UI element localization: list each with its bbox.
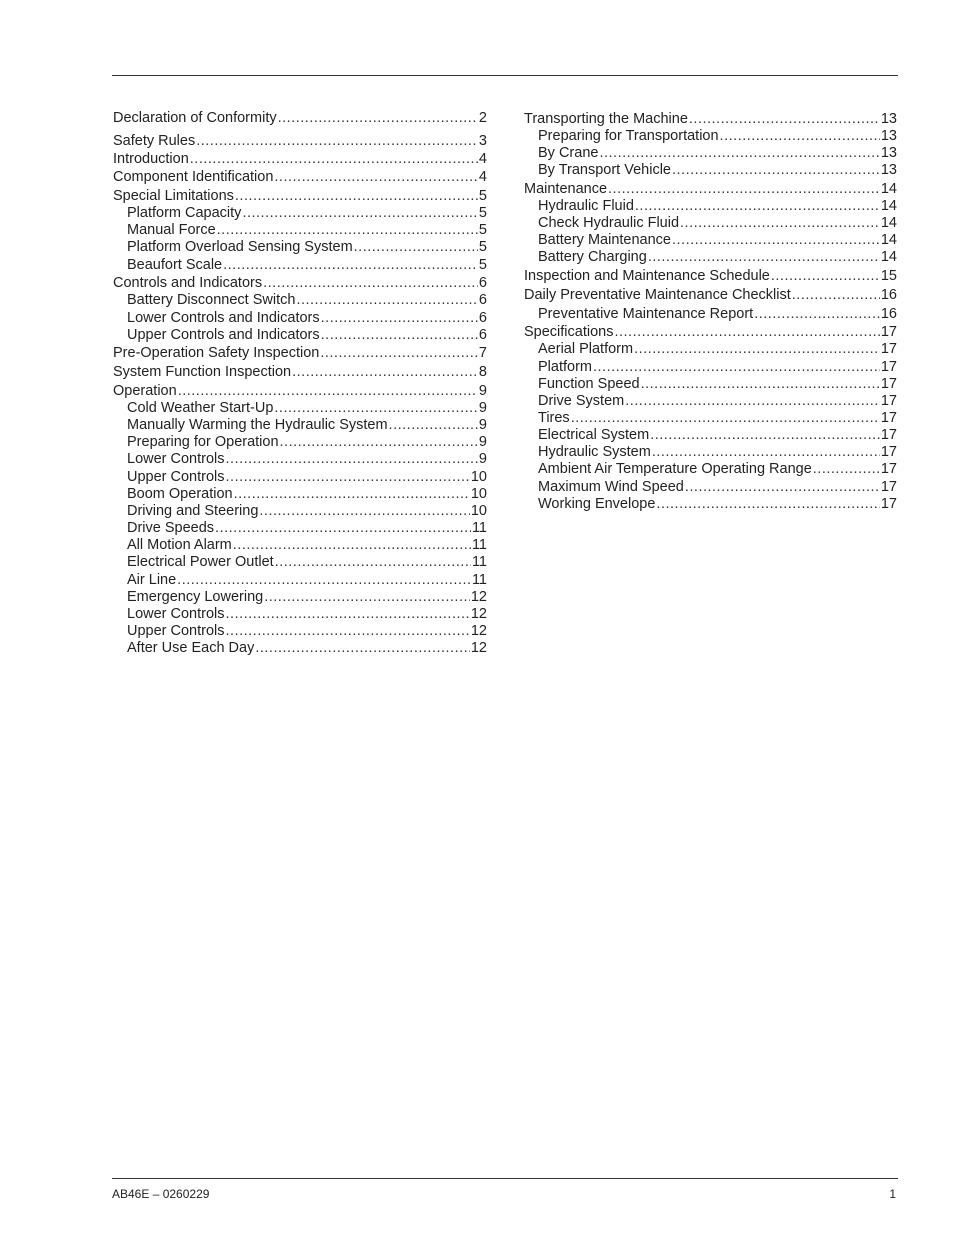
toc-entry-page: 12 bbox=[470, 623, 487, 639]
toc-entry-page: 16 bbox=[880, 306, 897, 322]
toc-entry-page: 15 bbox=[880, 268, 897, 284]
toc-entry-title: Battery Charging bbox=[538, 249, 647, 265]
toc-entry-title: Emergency Lowering bbox=[127, 589, 264, 605]
toc-entry-title: Lower Controls bbox=[127, 606, 225, 622]
toc-entry-page: 9 bbox=[478, 434, 487, 450]
toc-entry-page: 17 bbox=[880, 410, 897, 426]
footer-page-number: 1 bbox=[889, 1187, 896, 1201]
toc-entry[interactable] bbox=[524, 324, 897, 341]
toc-entry-page: 13 bbox=[880, 145, 897, 161]
footer-rule bbox=[112, 1178, 898, 1179]
toc-entry-title: Declaration of Conformity bbox=[113, 110, 277, 126]
toc-entry[interactable] bbox=[524, 111, 897, 128]
toc-entry-title: Cold Weather Start-Up bbox=[127, 400, 274, 416]
toc-entry-title: All Motion Alarm bbox=[127, 537, 232, 553]
toc-entry-title: Lower Controls and Indicators bbox=[127, 310, 320, 326]
toc-entry-title: Component Identification bbox=[113, 169, 274, 185]
toc-entry-page: 11 bbox=[471, 572, 487, 588]
toc-entry-page: 16 bbox=[880, 287, 897, 303]
toc-entry-title: Tires bbox=[538, 410, 570, 426]
toc-dot-leader bbox=[635, 198, 880, 215]
toc-entry[interactable] bbox=[538, 444, 897, 461]
toc-entry-title: Special Limitations bbox=[113, 188, 234, 204]
toc-entry-page: 17 bbox=[880, 393, 897, 409]
toc-entry-page: 10 bbox=[470, 469, 487, 485]
toc-dot-leader bbox=[720, 128, 880, 145]
toc-entry-title: Boom Operation bbox=[127, 486, 233, 502]
toc-entry-page: 10 bbox=[470, 503, 487, 519]
toc-entry-page: 9 bbox=[478, 417, 487, 433]
toc-entry-title: Daily Preventative Maintenance Checklist bbox=[524, 287, 791, 303]
toc-dot-leader bbox=[614, 324, 879, 341]
toc-entry-title: Pre-Operation Safety Inspection bbox=[113, 345, 320, 361]
toc-entry-page: 5 bbox=[478, 188, 487, 204]
toc-dot-leader bbox=[754, 306, 880, 323]
toc-entry[interactable] bbox=[538, 198, 897, 215]
toc-entry-title: Beaufort Scale bbox=[127, 257, 223, 273]
toc-entry-page: 6 bbox=[478, 310, 487, 326]
toc-dot-leader bbox=[634, 341, 880, 358]
toc-dot-leader bbox=[652, 444, 880, 461]
toc-entry-title: Driving and Steering bbox=[127, 503, 259, 519]
toc-entry-title: Platform Capacity bbox=[127, 205, 242, 221]
toc-entry-title: Preparing for Operation bbox=[127, 434, 279, 450]
toc-entry-page: 8 bbox=[478, 364, 487, 380]
toc-dot-leader bbox=[685, 479, 880, 496]
toc-entry-page: 6 bbox=[478, 327, 487, 343]
toc-entry[interactable] bbox=[538, 341, 897, 358]
toc-entry-page: 11 bbox=[471, 520, 487, 536]
toc-entry[interactable] bbox=[524, 268, 897, 285]
toc-entry[interactable] bbox=[524, 181, 897, 198]
toc-entry-title: Battery Maintenance bbox=[538, 232, 671, 248]
toc-entry[interactable] bbox=[538, 410, 897, 427]
toc-entry-title: Maximum Wind Speed bbox=[538, 479, 684, 495]
toc-entry-page: 12 bbox=[470, 589, 487, 605]
toc-entry-page: 17 bbox=[880, 479, 897, 495]
toc-entry-title: Function Speed bbox=[538, 376, 640, 392]
toc-entry-title: Transporting the Machine bbox=[524, 111, 688, 127]
toc-dot-leader bbox=[656, 496, 879, 513]
toc-entry-title: Platform bbox=[538, 359, 592, 375]
toc-entry-title: Check Hydraulic Fluid bbox=[538, 215, 680, 231]
toc-entry[interactable] bbox=[538, 232, 897, 249]
toc-entry[interactable] bbox=[538, 128, 897, 145]
toc-entry-title: Electrical Power Outlet bbox=[127, 554, 274, 570]
toc-entry-title: Battery Disconnect Switch bbox=[127, 292, 296, 308]
toc-entry-title: Lower Controls bbox=[127, 451, 225, 467]
toc-dot-leader bbox=[672, 232, 880, 249]
toc-entry-page: 14 bbox=[880, 249, 897, 265]
toc-entry-title: Working Envelope bbox=[538, 496, 656, 512]
toc-entry-page: 4 bbox=[478, 169, 487, 185]
toc-entry-title: Drive Speeds bbox=[127, 520, 215, 536]
toc-entry-title: Preventative Maintenance Report bbox=[538, 306, 754, 322]
toc-entry-page: 14 bbox=[880, 232, 897, 248]
toc-entry-page: 17 bbox=[880, 324, 897, 340]
toc-entry[interactable] bbox=[538, 359, 897, 376]
toc-entry[interactable] bbox=[538, 215, 897, 232]
toc-entry-page: 13 bbox=[880, 162, 897, 178]
toc-entry[interactable] bbox=[538, 162, 897, 179]
toc-entry-title: Specifications bbox=[524, 324, 614, 340]
toc-entry-title: Upper Controls and Indicators bbox=[127, 327, 320, 343]
toc-dot-leader bbox=[813, 461, 880, 478]
toc-entry-page: 10 bbox=[470, 486, 487, 502]
toc-entry[interactable] bbox=[538, 427, 897, 444]
toc-entry-page: 17 bbox=[880, 427, 897, 443]
toc-entry-title: Controls and Indicators bbox=[113, 275, 263, 291]
toc-dot-leader bbox=[593, 359, 880, 376]
toc-entry-title: Platform Overload Sensing System bbox=[127, 239, 353, 255]
footer-doc-id: AB46E – 0260229 bbox=[112, 1187, 210, 1201]
toc-entry-page: 11 bbox=[471, 554, 487, 570]
toc-entry-title: Manually Warming the Hydraulic System bbox=[127, 417, 388, 433]
toc-entry-title: Preparing for Transportation bbox=[538, 128, 719, 144]
toc-dot-leader bbox=[650, 427, 880, 444]
toc-entry[interactable] bbox=[524, 287, 897, 304]
toc-entry-title: Hydraulic System bbox=[538, 444, 651, 460]
toc-entry-page: 4 bbox=[478, 151, 487, 167]
toc-entry-page: 17 bbox=[880, 461, 897, 477]
toc-entry-page: 17 bbox=[880, 359, 897, 375]
toc-entry-title: Maintenance bbox=[524, 181, 608, 197]
toc-dot-leader bbox=[648, 249, 880, 266]
toc-entry-page: 9 bbox=[478, 400, 487, 416]
toc-entry-page: 12 bbox=[470, 606, 487, 622]
toc-entry-page: 17 bbox=[880, 444, 897, 460]
toc-entry-page: 2 bbox=[478, 110, 487, 126]
toc-entry-title: Air Line bbox=[127, 572, 177, 588]
toc-entry-page: 3 bbox=[478, 133, 487, 149]
toc-dot-leader bbox=[689, 111, 880, 128]
toc-entry-page: 7 bbox=[478, 345, 487, 361]
toc-entry-title: Drive System bbox=[538, 393, 625, 409]
toc-dot-leader bbox=[771, 268, 880, 285]
toc-entry-title: System Function Inspection bbox=[113, 364, 292, 380]
toc-entry-page: 5 bbox=[478, 205, 487, 221]
toc-entry-title: Safety Rules bbox=[113, 133, 196, 149]
toc-entry-page: 14 bbox=[880, 198, 897, 214]
toc-entry[interactable] bbox=[538, 145, 897, 162]
toc-dot-leader bbox=[680, 215, 880, 232]
toc-entry-title: Manual Force bbox=[127, 222, 216, 238]
toc-entry-page: 5 bbox=[478, 239, 487, 255]
toc-entry-page: 17 bbox=[880, 376, 897, 392]
toc-entry-title: After Use Each Day bbox=[127, 640, 255, 656]
toc-entry-page: 6 bbox=[478, 275, 487, 291]
toc-entry-title: Introduction bbox=[113, 151, 189, 167]
toc-entry-page: 5 bbox=[478, 257, 487, 273]
toc-entry-title: Upper Controls bbox=[127, 623, 225, 639]
toc-entry[interactable] bbox=[538, 393, 897, 410]
toc-entry-title: Operation bbox=[113, 383, 177, 399]
toc-entry[interactable] bbox=[538, 249, 897, 266]
toc-entry-title: Inspection and Maintenance Schedule bbox=[524, 268, 770, 284]
toc-dot-leader bbox=[641, 376, 880, 393]
toc-entry-page: 14 bbox=[880, 215, 897, 231]
toc-entry-page: 17 bbox=[880, 341, 897, 357]
toc-entry[interactable] bbox=[538, 376, 897, 393]
toc-entry[interactable] bbox=[538, 461, 897, 478]
toc-dot-leader bbox=[599, 145, 879, 162]
toc-entry-page: 11 bbox=[471, 537, 487, 553]
toc-entry-title: Aerial Platform bbox=[538, 341, 634, 357]
toc-entry-title: Electrical System bbox=[538, 427, 650, 443]
toc-entry-page: 9 bbox=[478, 383, 487, 399]
toc-entry-page: 5 bbox=[478, 222, 487, 238]
toc-entry[interactable] bbox=[538, 479, 897, 496]
toc-entry-title: Ambient Air Temperature Operating Range bbox=[538, 461, 812, 477]
toc-dot-leader bbox=[625, 393, 880, 410]
toc-dot-leader bbox=[608, 181, 880, 198]
toc-entry-title: Hydraulic Fluid bbox=[538, 198, 634, 214]
toc-entry-page: 9 bbox=[478, 451, 487, 467]
toc-entry[interactable] bbox=[538, 306, 897, 323]
toc-dot-leader bbox=[571, 410, 880, 427]
toc-entry-page: 14 bbox=[880, 181, 897, 197]
toc-entry-title: Upper Controls bbox=[127, 469, 225, 485]
toc-entry-page: 12 bbox=[470, 640, 487, 656]
toc-entry-page: 17 bbox=[880, 496, 897, 512]
toc-dot-leader bbox=[672, 162, 880, 179]
toc-dot-leader bbox=[792, 287, 880, 304]
toc-entry-page: 13 bbox=[880, 111, 897, 127]
toc-entry-title: By Transport Vehicle bbox=[538, 162, 671, 178]
toc-entry-page: 13 bbox=[880, 128, 897, 144]
toc-entry-page: 6 bbox=[478, 292, 487, 308]
toc-entry[interactable] bbox=[538, 496, 897, 513]
toc-entry-title: By Crane bbox=[538, 145, 599, 161]
